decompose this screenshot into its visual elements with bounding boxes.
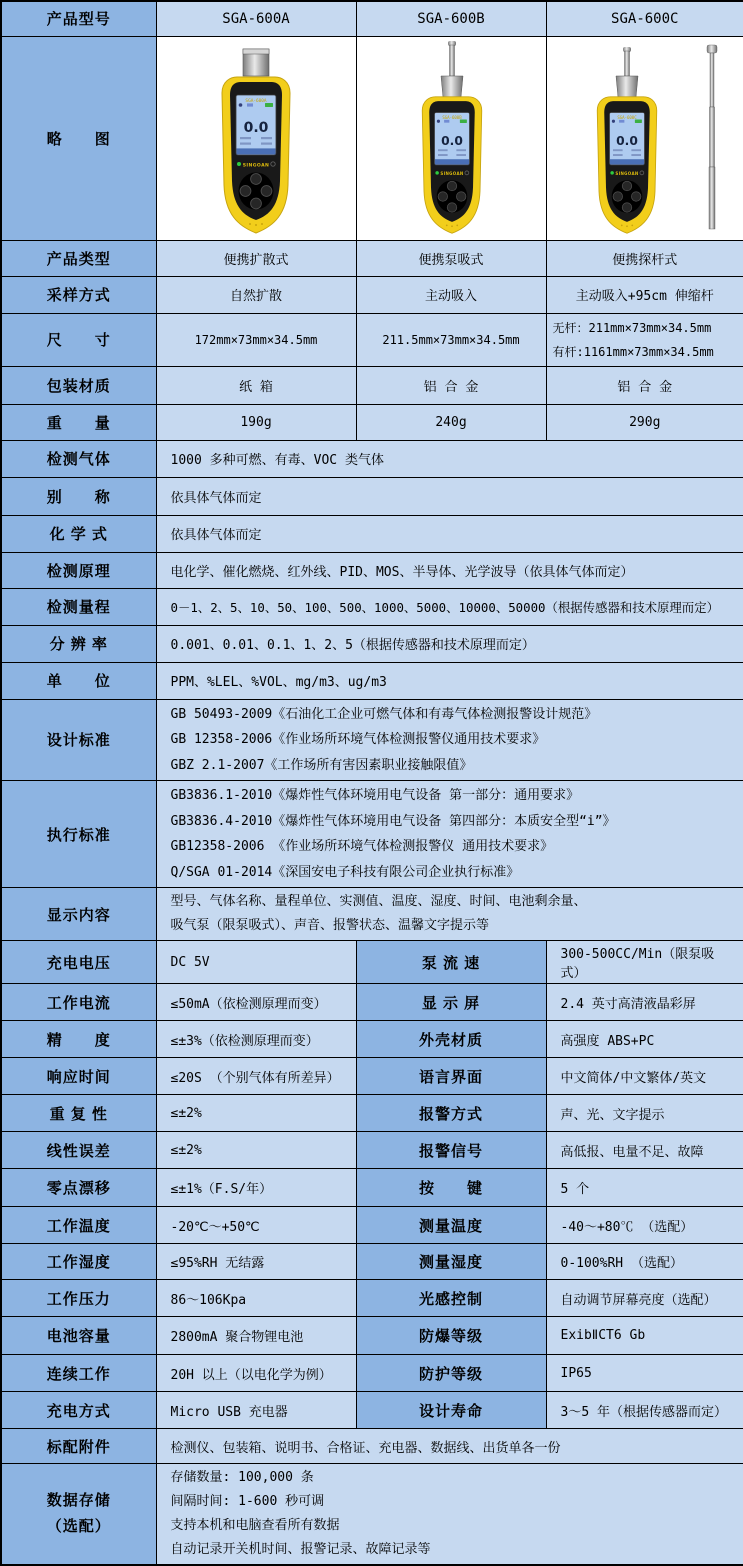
spec-value-cell: 依具体气体而定 [156, 477, 743, 515]
spec-label-cell: 产品类型 [1, 240, 156, 276]
sketch-cell-c [546, 36, 743, 240]
spec-value-cell: 20H 以上（以电化学为例） [156, 1355, 356, 1392]
spec-label-cell: 光感控制 [356, 1280, 546, 1317]
spec-label-cell: 检测气体 [1, 440, 156, 477]
spec-value-cell: ≤±2% [156, 1095, 356, 1132]
telescopic-rod-segment [709, 107, 714, 167]
spec-value-cell: 300-500CC/Min（限泵吸式） [546, 941, 743, 984]
spec-label-cell: 精 度 [1, 1021, 156, 1058]
spec-label-cell: 外壳材质 [356, 1021, 546, 1058]
spec-value-cell: -20℃～+50℃ [156, 1207, 356, 1244]
spec-label-cell: 线性误差 [1, 1132, 156, 1169]
model-a-header: SGA-600A [156, 1, 356, 36]
table-row [1, 662, 743, 699]
table-row [1, 1058, 743, 1095]
spec-label-cell: 电池容量 [1, 1317, 156, 1355]
spec-value-cell: ≤±2% [156, 1132, 356, 1169]
table-row [1, 1317, 743, 1355]
device-image-sga-600b [357, 37, 547, 235]
spec-value-cell: ≤50mA（依检测原理而变） [156, 984, 356, 1021]
spec-value-cell [546, 313, 743, 366]
spec-label-cell: 显 示 屏 [356, 984, 546, 1021]
spec-label-cell: 防护等级 [356, 1355, 546, 1392]
telescopic-rod-segment [710, 53, 714, 107]
probe-stem [624, 51, 629, 76]
table-row [1, 404, 743, 440]
spec-label-cell: 分 辨 率 [1, 625, 156, 662]
standard-line: GB3836.1-2010《爆炸性气体环境用电气设备 第一部分：通用要求》 [171, 783, 734, 809]
spec-label-cell: 重 复 性 [1, 1095, 156, 1132]
spec-label-cell: 防爆等级 [356, 1317, 546, 1355]
table-row [1, 1207, 743, 1244]
spec-label-cell: 零点漂移 [1, 1169, 156, 1207]
spec-value-cell: 便携泵吸式 [356, 240, 546, 276]
spec-value-cell: 自然扩散 [156, 276, 356, 313]
probe-stem [449, 45, 454, 76]
spec-label-cell: 工作电流 [1, 984, 156, 1021]
table-row [1, 1244, 743, 1280]
spec-value-cell: 211.5mm×73mm×34.5mm [356, 313, 546, 366]
sketch-row [1, 36, 743, 240]
table-row [1, 276, 743, 313]
spec-value-cell: 依具体气体而定 [156, 515, 743, 552]
spec-label-cell: 响应时间 [1, 1058, 156, 1095]
spec-value-cell: 2.4 英寸高清液晶彩屏 [546, 984, 743, 1021]
table-row [1, 1280, 743, 1317]
table-row [1, 1169, 743, 1207]
exec-standards-row [1, 781, 743, 888]
table-row [1, 515, 743, 552]
spec-value-cell: ≤±3%（依检测原理而变） [156, 1021, 356, 1058]
standard-line: GBZ 2.1-2007《工作场所有害因素职业接触限值》 [171, 753, 734, 779]
spec-value-cell: 0-100%RH （选配） [546, 1244, 743, 1280]
spec-value-cell: 主动吸入 [356, 276, 546, 313]
spec-label-cell: 显示内容 [1, 888, 156, 941]
spec-value-cell: ≤20S （个别气体有所差异） [156, 1058, 356, 1095]
spec-label-cell: 检测量程 [1, 588, 156, 625]
table-row [1, 552, 743, 588]
spec-value-cell: 86～106Kpa [156, 1280, 356, 1317]
spec-label-cell: 测量温度 [356, 1207, 546, 1244]
screen-model-text: SGA-600B [442, 115, 462, 120]
spec-value-cell: ExibⅡCT6 Gb [546, 1317, 743, 1355]
design-standards-row [1, 699, 743, 781]
sensor-cap-rim [243, 49, 269, 54]
display-content-line: 型号、气体名称、量程单位、实测值、温度、湿度、时间、电池剩余量、 [171, 890, 734, 914]
spec-value-cell: 高强度 ABS+PC [546, 1021, 743, 1058]
spec-value-cell: Micro USB 充电器 [156, 1392, 356, 1429]
spec-value-cell: 电化学、催化燃烧、红外线、PID、MOS、半导体、光学波导（依具体气体而定） [156, 552, 743, 588]
spec-label-cell: 化 学 式 [1, 515, 156, 552]
spec-label-cell: 测量湿度 [356, 1244, 546, 1280]
storage-line: 自动记录开关机时间、报警记录、故障记录等 [171, 1538, 734, 1562]
storage-label-line: 数据存储 [2, 1488, 156, 1514]
spec-label-cell: 工作温度 [1, 1207, 156, 1244]
probe-collar [441, 76, 463, 97]
spec-value-cell: 高低报、电量不足、故障 [546, 1132, 743, 1169]
storage-line: 存储数量: 100,000 条 [171, 1466, 734, 1490]
data-storage-row [1, 1464, 743, 1566]
spec-value-cell [156, 781, 743, 888]
header-label-cell: 产品型号 [1, 1, 156, 36]
spec-label-cell: 重 量 [1, 404, 156, 440]
storage-line: 支持本机和电脑查看所有数据 [171, 1514, 734, 1538]
spec-value-cell: 便携扩散式 [156, 240, 356, 276]
sketch-cell-b [356, 36, 546, 240]
probe-collar [616, 76, 638, 97]
device-image-sga-600c [547, 37, 743, 235]
spec-label-cell: 报警信号 [356, 1132, 546, 1169]
telescopic-rod-tip [707, 45, 717, 53]
spec-value-cell: IP65 [546, 1355, 743, 1392]
spec-label-cell: 设计寿命 [356, 1392, 546, 1429]
display-content-line: 吸气泵（限泵吸式）、声音、报警状态、温馨文字提示等 [171, 914, 734, 938]
spec-value-cell [156, 888, 743, 941]
storage-line: 间隔时间: 1-600 秒可调 [171, 1490, 734, 1514]
table-row [1, 941, 743, 984]
dimension-with-rod: 有杆:1161mm×73mm×34.5mm [553, 340, 734, 364]
spec-value-cell: 0－1、2、5、10、50、100、500、1000、5000、10000、50000（根据传感器和技术原理而定） [156, 588, 743, 625]
spec-value-cell: 铝 合 金 [546, 366, 743, 404]
spec-value-cell: 290g [546, 404, 743, 440]
spec-label-cell: 语言界面 [356, 1058, 546, 1095]
spec-label-cell: 包装材质 [1, 366, 156, 404]
sketch-cell-a [156, 36, 356, 240]
display-content-row [1, 888, 743, 941]
spec-value-cell: 检测仪、包装箱、说明书、合格证、充电器、数据线、出货单各一份 [156, 1429, 743, 1464]
spec-label-cell: 按 键 [356, 1169, 546, 1207]
spec-label-cell: 连续工作 [1, 1355, 156, 1392]
spec-value-cell: DC 5V [156, 941, 356, 984]
spec-value-cell: 中文简体/中文繁体/英文 [546, 1058, 743, 1095]
table-row [1, 1132, 743, 1169]
spec-value-cell: ≤95%RH 无结露 [156, 1244, 356, 1280]
spec-label-cell: 泵 流 速 [356, 941, 546, 984]
spec-value-cell [156, 1464, 743, 1566]
spec-label-cell: 采样方式 [1, 276, 156, 313]
table-row [1, 313, 743, 366]
table-row [1, 1392, 743, 1429]
screen-model-text: SGA-600A [245, 98, 267, 104]
model-b-header: SGA-600B [356, 1, 546, 36]
model-c-header: SGA-600C [546, 1, 743, 36]
spec-label-cell: 设计标准 [1, 699, 156, 781]
spec-label-cell: 充电电压 [1, 941, 156, 984]
spec-label-cell: 报警方式 [356, 1095, 546, 1132]
accessories-row [1, 1429, 743, 1464]
table-row [1, 440, 743, 477]
spec-label-cell: 充电方式 [1, 1392, 156, 1429]
table-row [1, 588, 743, 625]
screen-model-text: SGA-600C [617, 115, 637, 120]
spec-label-cell: 执行标准 [1, 781, 156, 888]
spec-value-cell [156, 699, 743, 781]
spec-value-cell: 纸 箱 [156, 366, 356, 404]
table-row [1, 1021, 743, 1058]
table-row [1, 477, 743, 515]
spec-label-cell [1, 1464, 156, 1566]
spec-label-cell: 工作湿度 [1, 1244, 156, 1280]
spec-value-cell: -40～+80℃ （选配） [546, 1207, 743, 1244]
header-row [1, 1, 743, 36]
table-row [1, 625, 743, 662]
spec-value-cell: ≤±1%（F.S/年） [156, 1169, 356, 1207]
spec-label-cell: 检测原理 [1, 552, 156, 588]
spec-value-cell: 3～5 年（根据传感器而定） [546, 1392, 743, 1429]
spec-label-cell: 工作压力 [1, 1280, 156, 1317]
spec-value-cell: 5 个 [546, 1169, 743, 1207]
device-image-sga-600a [161, 37, 351, 235]
spec-label-cell: 尺 寸 [1, 313, 156, 366]
spec-label-cell: 单 位 [1, 662, 156, 699]
spec-value-cell: PPM、%LEL、%VOL、mg/m3、ug/m3 [156, 662, 743, 699]
table-row [1, 1095, 743, 1132]
table-row [1, 1355, 743, 1392]
sketch-label-cell: 略 图 [1, 36, 156, 240]
spec-value-cell: 240g [356, 404, 546, 440]
standard-line: GB 50493-2009《石油化工企业可燃气体和有毒气体检测报警设计规范》 [171, 702, 734, 728]
storage-label-line: （选配） [2, 1514, 156, 1540]
standard-line: Q/SGA 01-2014《深国安电子科技有限公司企业执行标准》 [171, 860, 734, 886]
dimension-no-rod: 无杆：211mm×73mm×34.5mm [553, 316, 734, 340]
spec-value-cell: 自动调节屏幕亮度（选配） [546, 1280, 743, 1317]
spec-value-cell: 声、光、文字提示 [546, 1095, 743, 1132]
spec-value-cell: 172mm×73mm×34.5mm [156, 313, 356, 366]
spec-value-cell: 主动吸入+95cm 伸缩杆 [546, 276, 743, 313]
table-row [1, 366, 743, 404]
table-row [1, 240, 743, 276]
standard-line: GB 12358-2006《作业场所环境气体检测报警仪通用技术要求》 [171, 727, 734, 753]
spec-value-cell: 铝 合 金 [356, 366, 546, 404]
spec-value-cell: 0.001、0.01、0.1、1、2、5（根据传感器和技术原理而定） [156, 625, 743, 662]
spec-value-cell: 190g [156, 404, 356, 440]
telescopic-rod-segment [709, 167, 715, 229]
spec-label-cell: 标配附件 [1, 1429, 156, 1464]
spec-value-cell: 2800mA 聚合物锂电池 [156, 1317, 356, 1355]
standard-line: GB12358-2006 《作业场所环境气体检测报警仪 通用技术要求》 [171, 834, 734, 860]
spec-value-cell: 便携探杆式 [546, 240, 743, 276]
spec-label-cell: 别 称 [1, 477, 156, 515]
spec-value-cell: 1000 多种可燃、有毒、VOC 类气体 [156, 440, 743, 477]
table-row [1, 984, 743, 1021]
standard-line: GB3836.4-2010《爆炸性气体环境用电气设备 第四部分：本质安全型“i”》 [171, 809, 734, 835]
